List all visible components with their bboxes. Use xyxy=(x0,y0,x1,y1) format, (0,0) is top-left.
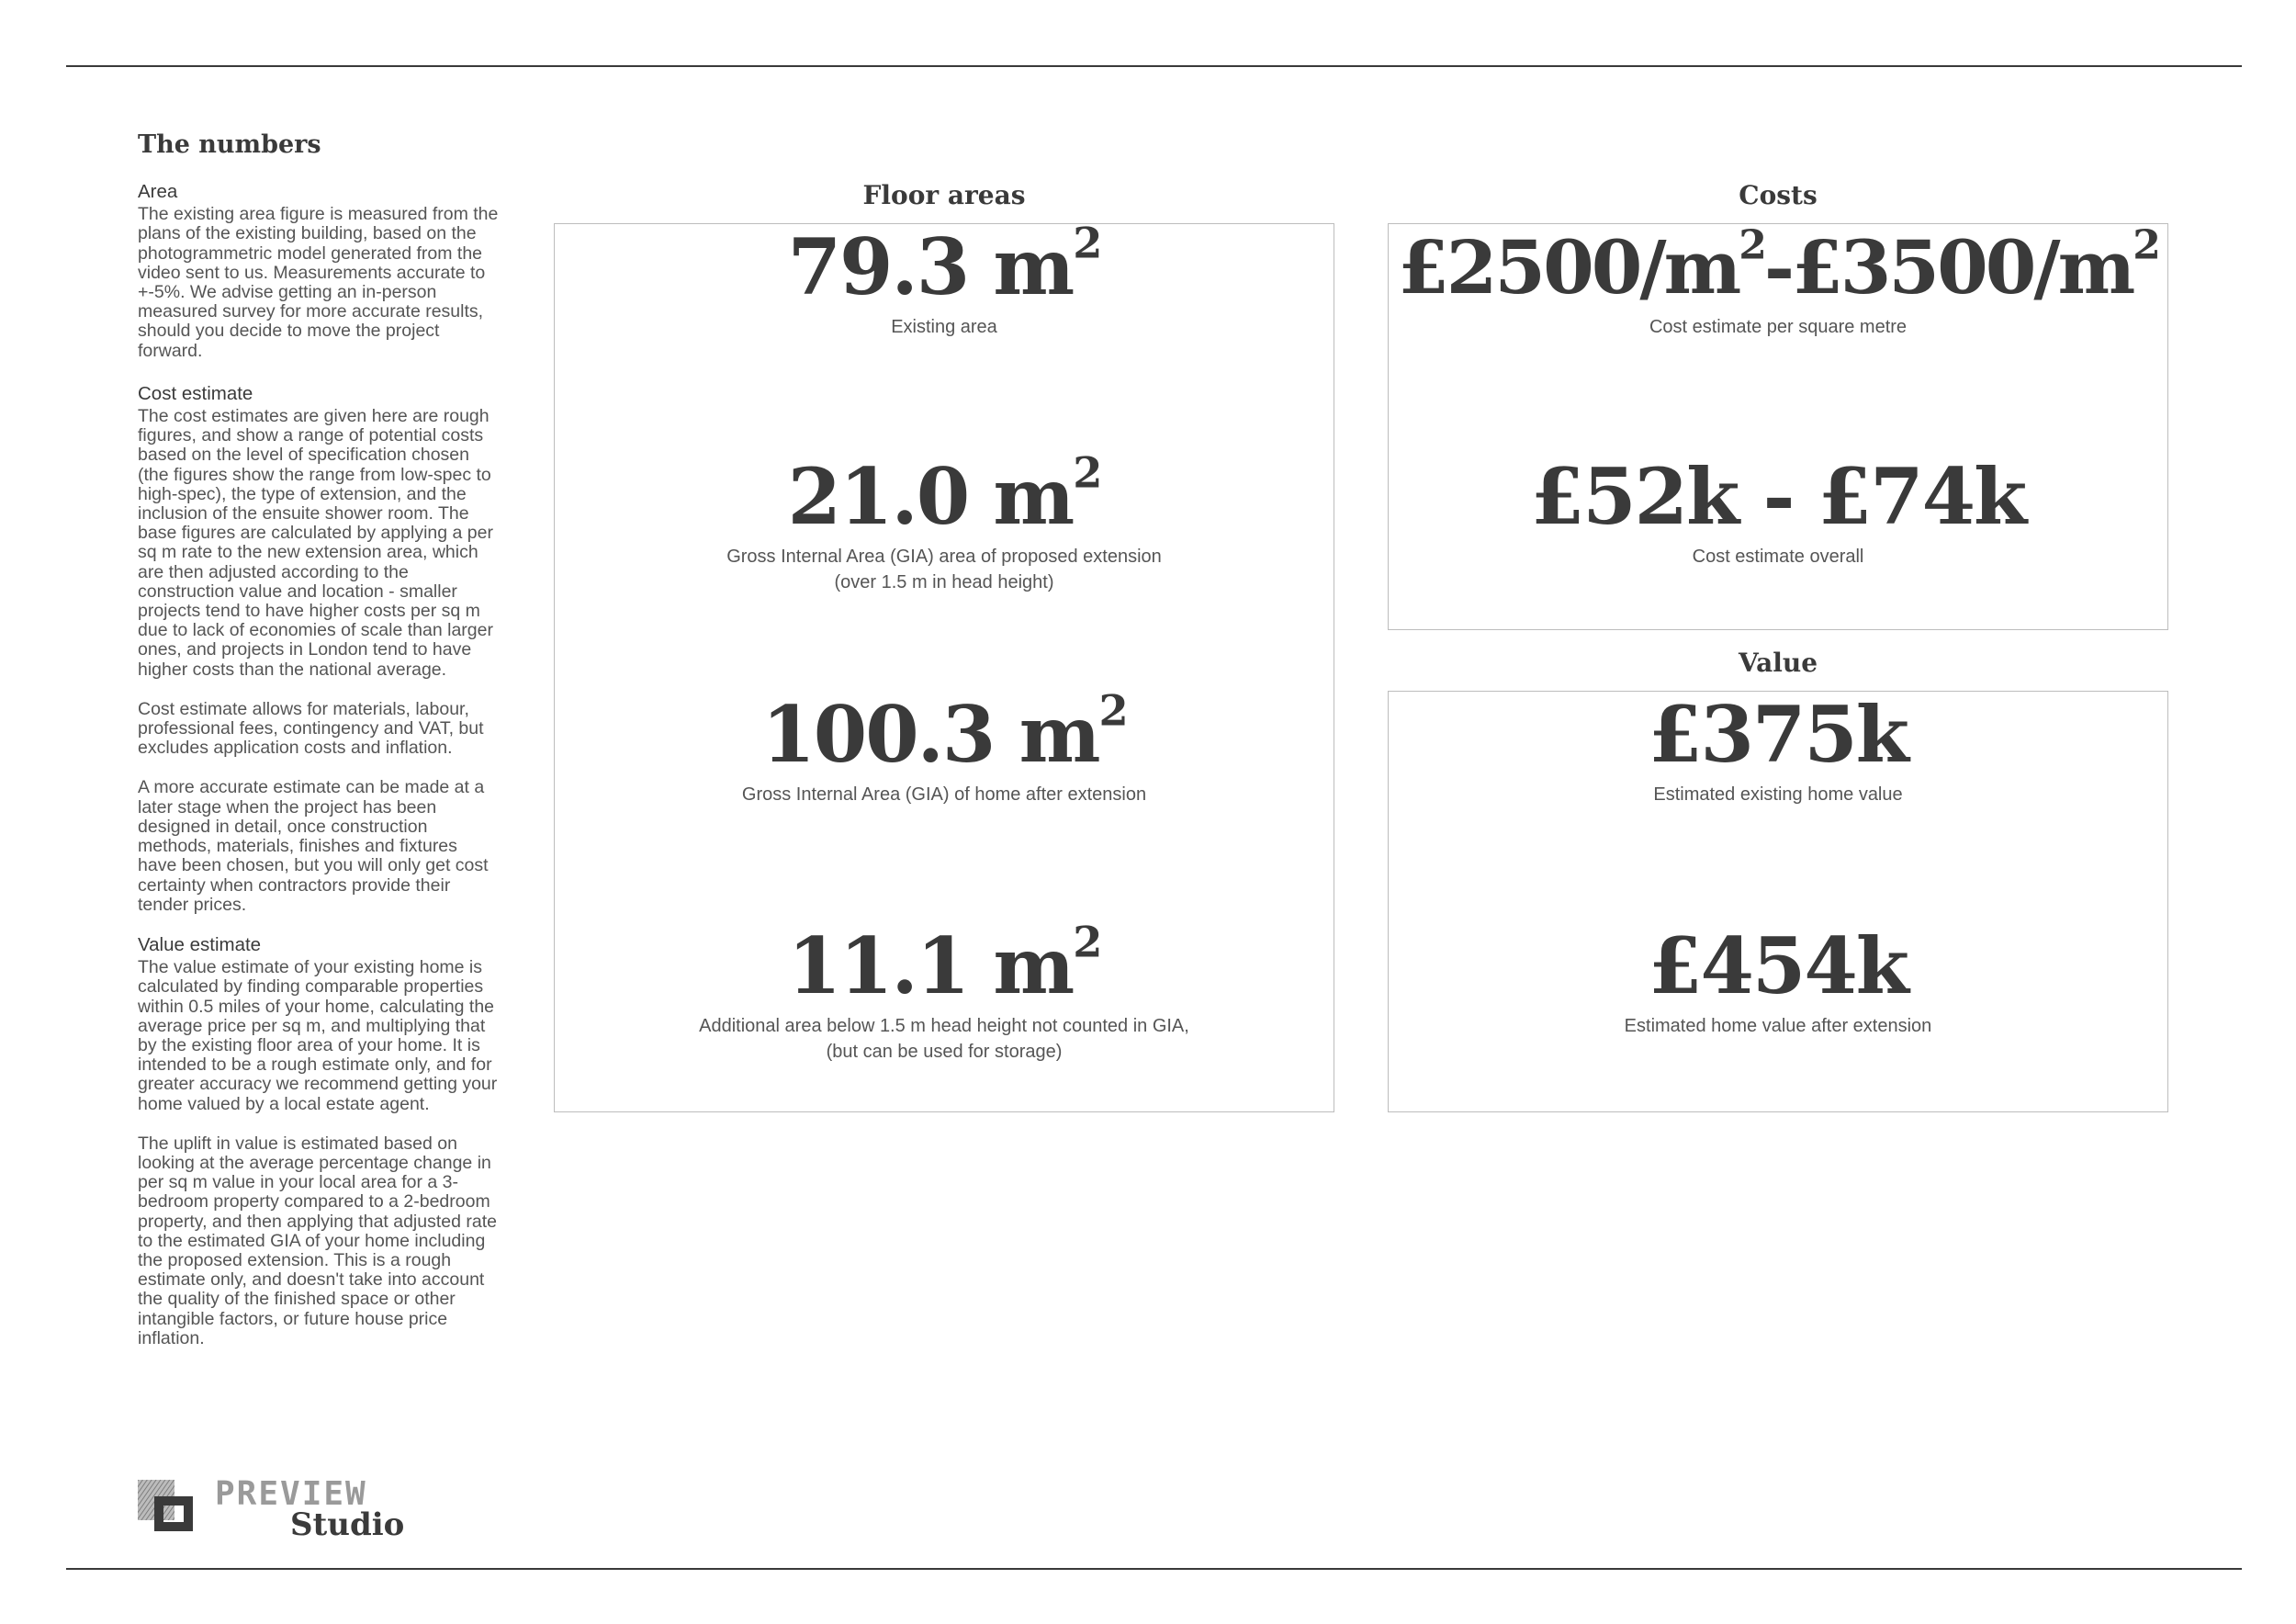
storage-area-caption-2: (but can be used for storage) xyxy=(826,1042,1063,1062)
total-area-caption: Gross Internal Area (GIA) of home after extension xyxy=(741,784,1147,805)
logo-studio-text: Studio xyxy=(290,1506,405,1543)
storage-area-value: 11.1 m xyxy=(787,920,1074,1011)
squared-superscript: 2 xyxy=(1073,917,1101,967)
cost-note-paragraph: Cost estimate allows for materials, labour, professional fees, contingency and VAT, but excludes application costs and inflation. xyxy=(138,698,484,759)
logo-preview-text: PREVIEW xyxy=(215,1475,367,1513)
floor-areas-panel xyxy=(554,218,1334,1112)
cost-per-sqm-low: £2500/m xyxy=(1398,224,1739,310)
after-value-stat xyxy=(1389,920,2167,1039)
costs-panel xyxy=(1388,223,2168,630)
existing-value-value: £375k xyxy=(1649,689,1908,780)
logo-mark-icon xyxy=(138,1480,197,1533)
notes-column xyxy=(138,182,501,1371)
squared-superscript: 2 xyxy=(2133,221,2158,269)
total-area-stat xyxy=(555,685,1334,807)
cost-overall-stat xyxy=(1389,451,2167,570)
cost-overall-caption: Cost estimate overall xyxy=(1692,547,1864,567)
bottom-rule xyxy=(66,1568,2242,1570)
floor-areas-heading: Floor areas xyxy=(862,180,1026,210)
area-note-heading: Area xyxy=(138,181,178,202)
storage-area-stat xyxy=(555,917,1334,1065)
cost-overall-value: £52k - £74k xyxy=(1530,451,2026,542)
cost-note xyxy=(138,384,501,915)
total-area-value: 100.3 m xyxy=(761,689,1099,780)
squared-superscript: 2 xyxy=(1739,221,1764,269)
page-title: The numbers xyxy=(138,130,321,159)
costs-heading: Costs xyxy=(1739,180,1818,210)
existing-area-value: 79.3 m xyxy=(787,221,1074,312)
value-note-heading: Value estimate xyxy=(138,933,262,955)
squared-superscript: 2 xyxy=(1073,447,1101,498)
value-heading: Value xyxy=(1738,648,1818,678)
cost-note-paragraph: The cost estimates are given here are rough figures, and show a range of potential costs based on the level of specification chosen (the figures show the range from low-spec to high-spec), the type of extension, and the inclusion of the ensuite shower room. The base figures are calculated by applying a per sq m rate to the new extension area, which are then adjusted according to the construction value and location - smaller projects tend to have higher costs per sq m due to lack of economies of scale than larger ones, and projects in London tend to have higher costs than the national average. xyxy=(138,406,493,680)
extension-area-stat xyxy=(555,447,1334,595)
storage-area-caption: Additional area below 1.5 m head height not counted in GIA, xyxy=(699,1016,1189,1036)
preview-studio-logo xyxy=(138,1475,405,1543)
top-rule xyxy=(66,65,2242,67)
extension-area-value: 21.0 m xyxy=(787,451,1074,542)
squared-superscript: 2 xyxy=(1073,218,1101,268)
value-panel xyxy=(1388,691,2168,1112)
squared-superscript: 2 xyxy=(1098,685,1127,736)
cost-per-sqm-stat xyxy=(1389,221,2167,340)
value-note-paragraph: The uplift in value is estimated based on looking at the average percentage change in per sq m value in your local area for a 3-bedroom property compared to a 2-bedroom property, and then applying that adjusted rate to the estimated GIA of your home including the proposed extension. This is a rough estimate only, and doesn't take into account the quality of the finished space or other intangible factors, or future house price inflation. xyxy=(138,1133,497,1348)
value-note xyxy=(138,935,501,1348)
area-note xyxy=(138,182,501,361)
area-note-text: The existing area figure is measured from the plans of the existing building, based on the photogrammetric model generated from the video sent to us. Measurements accurate to +-5%. We advise getting an in-person measured survey for more accurate results, should you decide to move the project forward. xyxy=(138,204,499,361)
cost-per-sqm-high: -£3500/m xyxy=(1763,224,2133,310)
cost-note-heading: Cost estimate xyxy=(138,382,253,404)
extension-area-caption-2: (over 1.5 m in head height) xyxy=(834,572,1054,592)
after-value-value: £454k xyxy=(1649,920,1908,1011)
extension-area-caption: Gross Internal Area (GIA) area of proposed extension xyxy=(726,547,1162,567)
cost-per-sqm-caption: Cost estimate per square metre xyxy=(1649,317,1908,337)
value-note-paragraph: The value estimate of your existing home is calculated by finding comparable properties within 0.5 miles of your home, calculating the average price per sq m, and multiplying that by the existing floor area of your home. It is intended to be a rough estimate only, and for greater accuracy we recommend getting your home valued by a local estate agent. xyxy=(138,957,498,1114)
after-value-caption: Estimated home value after extension xyxy=(1624,1016,1932,1036)
existing-value-stat xyxy=(1389,689,2167,807)
existing-area-caption: Existing area xyxy=(891,317,997,337)
existing-area-stat xyxy=(555,218,1334,340)
cost-note-paragraph: A more accurate estimate can be made at a later stage when the project has been designed in detail, once construction methods, materials, finishes and fixtures have been chosen, but you will only get cost certainty when contractors provide their tender prices. xyxy=(138,777,489,915)
existing-value-caption: Estimated existing home value xyxy=(1653,784,1903,805)
